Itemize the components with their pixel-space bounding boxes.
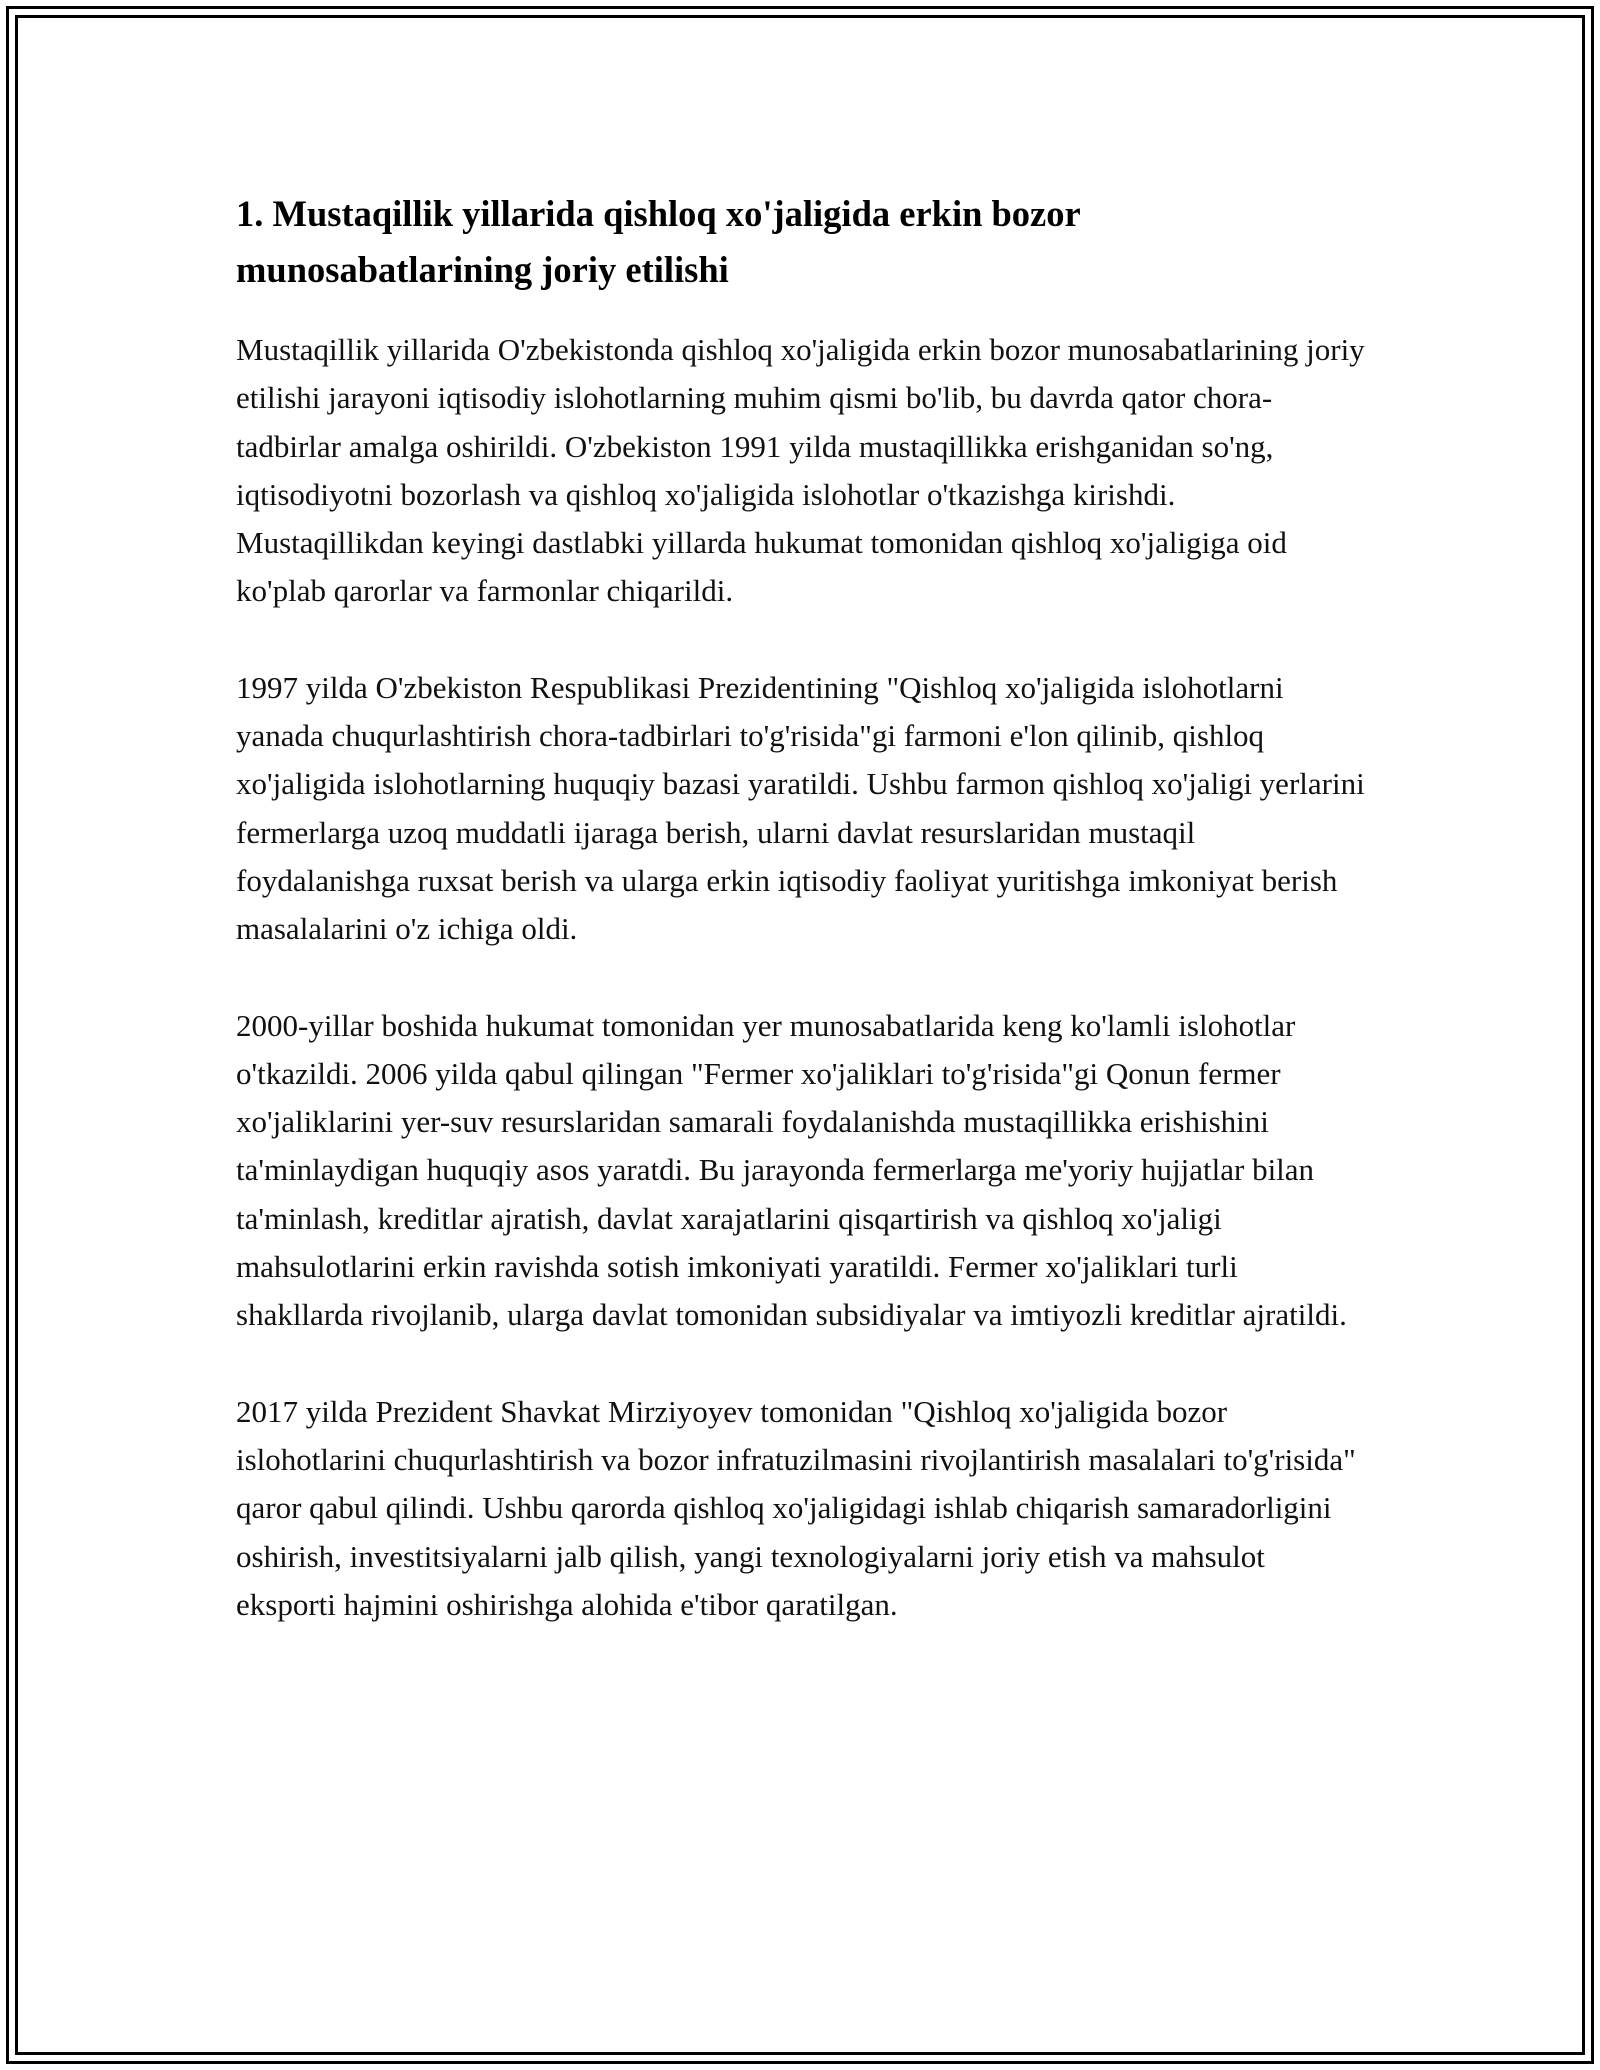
paragraph-4: 2017 yilda Prezident Shavkat Mirziyoyev tomonidan "Qishloq xo'jaligida bozor islohotlarini chuqurlashtirish va bozor infratuzilmasini rivojlantirish masalalari to'g'risida" qaror qabul qilindi. Ushbu qarorda qishloq xo'jaligidagi ishlab chiqarish samaradorligini oshirish, investitsiyalarni jalb qilish, yangi texnologiyalarni joriy etish va mahsulot eksporti hajmini oshirishga alohida e'tibor qaratilgan. bbox=[236, 1393, 1356, 1622]
paragraph-3: 2000-yillar boshida hukumat tomonidan yer munosabatlarida keng ko'lamli islohotlar o'tkazildi. 2006 yilda qabul qilingan "Fermer xo'jaliklari to'g'risida"gi Qonun fermer xo'jaliklarini yer-suv resurslaridan samarali foydalanishda mustaqillikka erishishini ta'minlaydigan huquqiy asos yaratdi. Bu jarayonda fermerlarga me'yoriy hujjatlar bilan ta'minlash, kreditlar ajratish, davlat xarajatlarini qisqartirish va qishloq xo'jaligi mahsulotlarini erkin ravishda sotish imkoniyati yaratildi. Fermer xo'jaliklari turli shakllarda rivojlanib, ularga davlat tomonidan subsidiyalar va imtiyozli kreditlar ajratildi. bbox=[236, 1007, 1347, 1333]
paragraph-2: 1997 yilda O'zbekiston Respublikasi Prezidentining "Qishloq xo'jaligida islohotlarni yanada chuqurlashtirish chora-tadbirlari to'g'risida"gi farmoni e'lon qilinib, qishloq xo'jaligida islohotlarning huquqiy bazasi yaratildi. Ushbu farmon qishloq xo'jaligi yerlarini fermerlarga uzoq muddatli ijaraga berish, ularni davlat resurslaridan mustaqil foydalanishga ruxsat berish va ularga erkin iqtisodiy faoliyat yuritishga imkoniyat berish masalalarini o'z ichiga oldi. bbox=[236, 669, 1365, 947]
section-title: 1. Mustaqillik yillarida qishloq xo'jaligida erkin bozor munosabatlarining joriy etilishi bbox=[236, 193, 1081, 290]
document-body bbox=[236, 186, 1366, 1677]
paragraph-1: Mustaqillik yillarida O'zbekistonda qishloq xo'jaligida erkin bozor munosabatlarining joriy etilishi jarayoni iqtisodiy islohotlarning muhim qismi bo'lib, bu davrda qator chora-tadbirlar amalga oshirildi. O'zbekiston 1991 yilda mustaqillikka erishganidan so'ng, iqtisodiyotni bozorlash va qishloq xo'jaligida islohotlar o'tkazishga kirishdi. Mustaqillikdan keyingi dastlabki yillarda hukumat tomonidan qishloq xo'jaligiga oid ko'plab qarorlar va farmonlar chiqarildi. bbox=[236, 332, 1365, 609]
